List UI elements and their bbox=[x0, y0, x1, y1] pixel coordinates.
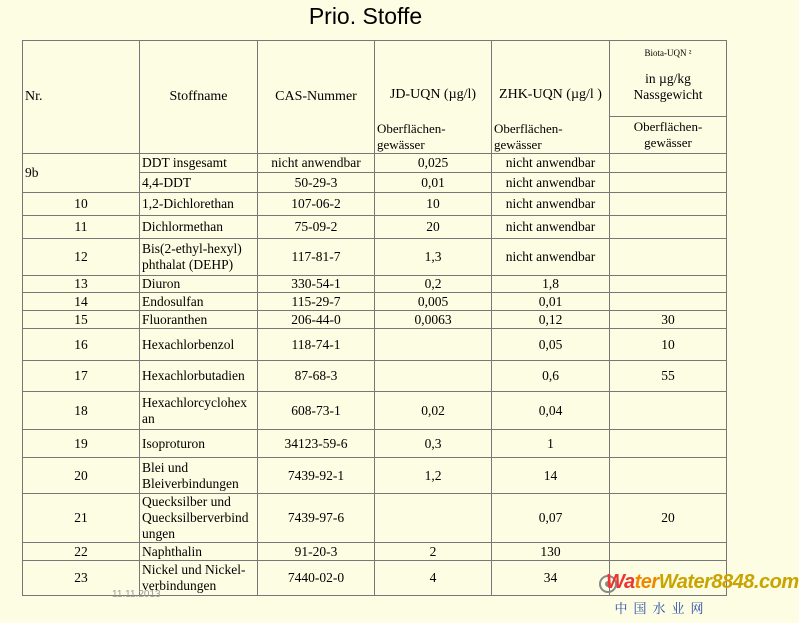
cell-zhk: 1,8 bbox=[492, 276, 610, 293]
cell-nr: 14 bbox=[23, 293, 140, 311]
cell-zhk: 0,07 bbox=[492, 494, 610, 543]
table-row bbox=[23, 293, 727, 311]
cell-zhk: 1 bbox=[492, 430, 610, 458]
cell-stoffname: Quecksilber und Quecksilberverbind ungen bbox=[140, 494, 258, 543]
cell-nr: 15 bbox=[23, 311, 140, 329]
cell-jd: 0,3 bbox=[375, 430, 492, 458]
cell-stoffname: Hexachlorcyclohex an bbox=[140, 392, 258, 430]
cell-biota bbox=[610, 173, 727, 193]
cell-jd: 0,2 bbox=[375, 276, 492, 293]
header-biota-sub: Oberflächen-gewässer bbox=[610, 117, 727, 154]
table-row bbox=[23, 543, 727, 561]
cell-nr: 23 bbox=[23, 561, 140, 596]
cell-cas: 87-68-3 bbox=[258, 361, 375, 392]
cell-stoffname: Hexachlorbenzol bbox=[140, 329, 258, 361]
header-biota bbox=[610, 41, 727, 117]
cell-jd: 1,2 bbox=[375, 458, 492, 494]
cell-zhk: nicht anwendbar bbox=[492, 173, 610, 193]
cell-jd: 4 bbox=[375, 561, 492, 596]
table-row bbox=[23, 276, 727, 293]
footer-date: 11.11.2013 bbox=[112, 589, 161, 600]
page-title: Prio. Stoffe bbox=[308, 3, 423, 29]
cell-biota bbox=[610, 543, 727, 561]
cell-nr: 19 bbox=[23, 430, 140, 458]
cell-biota bbox=[610, 458, 727, 494]
cell-zhk: 34 bbox=[492, 561, 610, 596]
cell-jd bbox=[375, 329, 492, 361]
table-row bbox=[23, 154, 727, 173]
cell-cas: 330-54-1 bbox=[258, 276, 375, 293]
table-row bbox=[23, 430, 727, 458]
cell-stoffname: 1,2-Dichlorethan bbox=[140, 193, 258, 216]
header-zhk bbox=[492, 41, 610, 154]
cell-nr: 9b bbox=[23, 154, 140, 193]
cell-cas: 91-20-3 bbox=[258, 543, 375, 561]
cell-biota bbox=[610, 276, 727, 293]
header-jd bbox=[375, 41, 492, 154]
table-row bbox=[23, 329, 727, 361]
cell-cas: 7439-97-6 bbox=[258, 494, 375, 543]
cell-jd: 20 bbox=[375, 216, 492, 239]
cell-cas: 34123-59-6 bbox=[258, 430, 375, 458]
cell-stoffname: Naphthalin bbox=[140, 543, 258, 561]
header-zhk-label: ZHK-UQN (µg/l ) bbox=[499, 87, 602, 102]
cell-cas: 75-09-2 bbox=[258, 216, 375, 239]
substance-table bbox=[22, 40, 727, 596]
cell-nr: 11 bbox=[23, 216, 140, 239]
cell-cas: 50-29-3 bbox=[258, 173, 375, 193]
cell-jd: 0,0063 bbox=[375, 311, 492, 329]
cell-jd: 2 bbox=[375, 543, 492, 561]
table-row bbox=[23, 239, 727, 276]
table-row bbox=[23, 392, 727, 430]
cell-cas: 117-81-7 bbox=[258, 239, 375, 276]
header-zhk-sub: Oberflächen-gewässer bbox=[494, 121, 563, 152]
cell-cas: 608-73-1 bbox=[258, 392, 375, 430]
cell-biota: 55 bbox=[610, 361, 727, 392]
cell-biota bbox=[610, 154, 727, 173]
cell-zhk: 0,05 bbox=[492, 329, 610, 361]
header-biota-main: in µg/kg Nassgewicht bbox=[633, 71, 703, 102]
cell-nr: 16 bbox=[23, 329, 140, 361]
cell-biota: 30 bbox=[610, 311, 727, 329]
watermark-logo-text: Water8848.com bbox=[658, 571, 799, 593]
cell-biota bbox=[610, 293, 727, 311]
header-stoffname: Stoffname bbox=[140, 41, 258, 154]
watermark-logo: WaterWater8848.com bbox=[606, 571, 799, 593]
cell-jd: 0,02 bbox=[375, 392, 492, 430]
cell-biota: 20 bbox=[610, 494, 727, 543]
cell-jd: 0,025 bbox=[375, 154, 492, 173]
cell-nr: 18 bbox=[23, 392, 140, 430]
cell-zhk: 0,04 bbox=[492, 392, 610, 430]
cell-nr: 22 bbox=[23, 543, 140, 561]
cell-jd: 0,005 bbox=[375, 293, 492, 311]
cell-nr: 20 bbox=[23, 458, 140, 494]
cell-biota bbox=[610, 239, 727, 276]
cell-biota bbox=[610, 193, 727, 216]
table-row bbox=[23, 458, 727, 494]
cell-zhk: nicht anwendbar bbox=[492, 154, 610, 173]
cell-jd: 1,3 bbox=[375, 239, 492, 276]
cell-zhk: 14 bbox=[492, 458, 610, 494]
table-row bbox=[23, 361, 727, 392]
cell-zhk: 0,6 bbox=[492, 361, 610, 392]
cell-zhk: nicht anwendbar bbox=[492, 216, 610, 239]
cell-stoffname: 4,4-DDT bbox=[140, 173, 258, 193]
cell-cas: 115-29-7 bbox=[258, 293, 375, 311]
cell-cas: nicht anwendbar bbox=[258, 154, 375, 173]
cell-nr: 17 bbox=[23, 361, 140, 392]
cell-stoffname: Fluoranthen bbox=[140, 311, 258, 329]
watermark-sub: 中国水业网 bbox=[614, 602, 710, 617]
cell-biota bbox=[610, 216, 727, 239]
cell-nr: 21 bbox=[23, 494, 140, 543]
cell-stoffname: Diuron bbox=[140, 276, 258, 293]
cell-zhk: nicht anwendbar bbox=[492, 239, 610, 276]
table-row bbox=[23, 193, 727, 216]
cell-stoffname: DDT insgesamt bbox=[140, 154, 258, 173]
cell-nr: 13 bbox=[23, 276, 140, 293]
table-row bbox=[23, 216, 727, 239]
cell-zhk: 0,12 bbox=[492, 311, 610, 329]
cell-biota: 10 bbox=[610, 329, 727, 361]
cell-stoffname: Bis(2-ethyl-hexyl) phthalat (DEHP) bbox=[140, 239, 258, 276]
table-row bbox=[23, 494, 727, 543]
cell-cas: 107-06-2 bbox=[258, 193, 375, 216]
header-jd-sub: Oberflächen-gewässer bbox=[377, 121, 446, 152]
cell-stoffname: Isoproturon bbox=[140, 430, 258, 458]
cell-jd: 0,01 bbox=[375, 173, 492, 193]
cell-nr: 12 bbox=[23, 239, 140, 276]
watermark bbox=[598, 568, 799, 620]
cell-zhk: 0,01 bbox=[492, 293, 610, 311]
cell-stoffname: Blei und Bleiverbindungen bbox=[140, 458, 258, 494]
cell-zhk: nicht anwendbar bbox=[492, 193, 610, 216]
cell-stoffname: Nickel und Nickel-verbindungen bbox=[140, 561, 258, 596]
cell-jd bbox=[375, 494, 492, 543]
table-row bbox=[23, 311, 727, 329]
header-cas: CAS-Nummer bbox=[258, 41, 375, 154]
cell-stoffname: Endosulfan bbox=[140, 293, 258, 311]
cell-cas: 7440-02-0 bbox=[258, 561, 375, 596]
cell-biota bbox=[610, 392, 727, 430]
cell-jd bbox=[375, 361, 492, 392]
header-nr: Nr. bbox=[23, 41, 140, 154]
header-biota-small: Biota-UQN ² bbox=[644, 48, 692, 58]
header-jd-label: JD-UQN (µg/l) bbox=[389, 87, 477, 102]
cell-cas: 206-44-0 bbox=[258, 311, 375, 329]
cell-cas: 118-74-1 bbox=[258, 329, 375, 361]
cell-cas: 7439-92-1 bbox=[258, 458, 375, 494]
cell-jd: 10 bbox=[375, 193, 492, 216]
cell-biota bbox=[610, 430, 727, 458]
cell-zhk: 130 bbox=[492, 543, 610, 561]
cell-stoffname: Hexachlorbutadien bbox=[140, 361, 258, 392]
cell-nr: 10 bbox=[23, 193, 140, 216]
cell-stoffname: Dichlormethan bbox=[140, 216, 258, 239]
